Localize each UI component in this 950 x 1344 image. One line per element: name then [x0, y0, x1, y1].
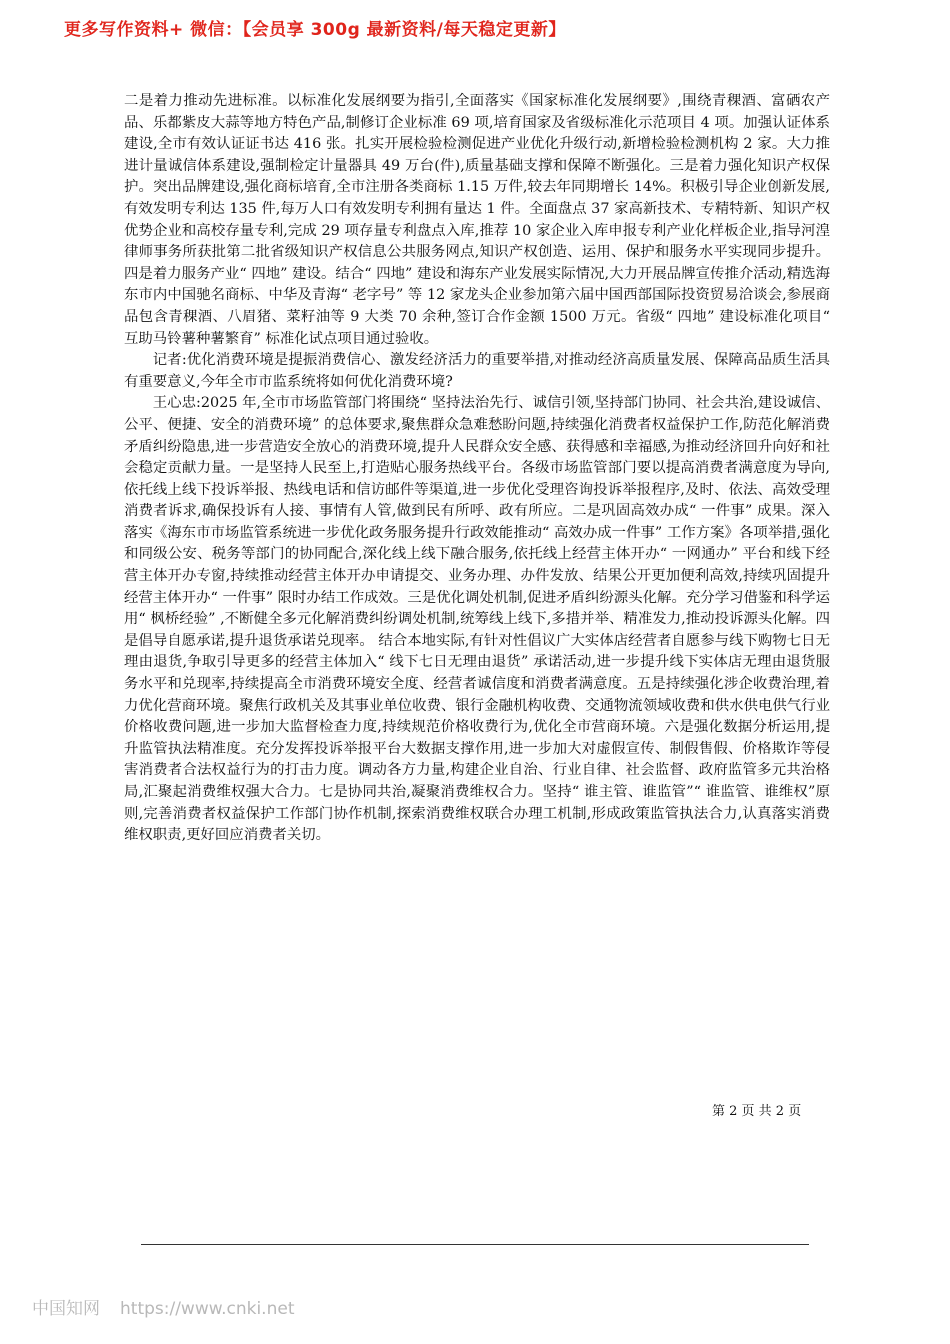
watermark-url: https://www.cnki.net — [120, 1299, 295, 1319]
paragraph-answer: 王心忠:2025 年,全市市场监管部门将围绕“ 坚持法治先行、诚信引领,坚持部门协同、社会共治,建设诚信、公平、便捷、安全的消费环境” 的总体要求,聚焦群众急难愁盼问题,持续强化消费者权益保护工作,防范化解消费矛盾纠纷隐患,进一步营造安全放心的消费环境,提升人民群众安全感、获得感和幸福感,为推动经济回升向好和社会稳定贡献力量。一是坚持人民至上,打造贴心服务热线平台。各级市场监管部门要以提高消费者满意度为导向,依托线上线下投诉举报、热线电话和信访邮件等渠道,进一步优化受理咨询投诉举报程序,及时、依法、高效受理消费者诉求,确保投诉有人接、事情有人管,做到民有所呼、政有所应。二是巩固高效办成“ 一件事” 成果。深入落实《海东市市场监管系统进一步优化政务服务提升行政效能推动“ 高效办成一件事” 工作方案》各项举措,强化和同级公安、税务等部门的协同配合,深化线上线下融合服务,依托线上经营主体开办“ 一网通办” 平台和线下经营主体开办专窗,持续推动经营主体开办申请提交、业务办理、办件发放、结果公开更加便利高效,持续巩固提升经营主体开办“ 一件事” 限时办结工作成效。三是优化调处机制,促进矛盾纠纷源头化解。充分学习借鉴和科学运用“ 枫桥经验” ,不断健全多元化解消费纠纷调处机制,统筹线上线下,多措并举、精准发力,推动投诉源头化解。四是倡导自愿承诺,提升退货承诺兑现率。 结合本地实际,有针对性倡议广大实体店经营者自愿参与线下购物七日无理由退货,争取引导更多的经营主体加入“ 线下七日无理由退货” 承诺活动,进一步提升线下实体店无理由退货服务水平和兑现率,持续提高全市消费环境安全度、经营者诚信度和消费者满意度。五是持续强化涉企收费治理,着力优化营商环境。聚焦行政机关及其事业单位收费、银行金融机构收费、交通物流领域收费和供水供电供气行业价格收费问题,进一步加大监督检查力度,持续规范价格收费行为,优化全市营商环境。六是强化数据分析运用,提升监管执法精准度。充分发挥投诉举报平台大数据支撑作用,进一步加大对虚假宣传、制假售假、价格欺诈等侵害消费者合法权益行为的打击力度。调动各方力量,构建企业自治、行业自律、社会监督、政府监管多元共治格局,汇聚起消费维权强大合力。七是协同共治,凝聚消费维权合力。坚持“ 谁主管、谁监管”“ 谁监管、谁维权”原则,完善消费者权益保护工作部门协作机制,探索消费维权联合办理工机制,形成政策监管执法合力,认真落实消费维权职责,更好回应消费者关切。 — [124, 395, 830, 844]
paragraph-standards: 二是着力推动先进标准。以标准化发展纲要为指引,全面落实《国家标准化发展纲要》,围绕青稞酒、富硒农产品、乐都紫皮大蒜等地方特色产品,制修订企业标准 69 项,培育国家及省级标准化示范项目 4 项。加强认证体系建设,全市有效认证证书达 416 张。扎实开展检验检测促进产业优化升级行动,新增检验检测机构 2 家。大力推进计量诚信体系建设,强制检定计量器具 49 万台(件),质量基础支撑和保障不断强化。三是着力强化知识产权保护。突出品牌建设,强化商标培育,全市注册各类商标 1.15 万件,较去年同期增长 14%。积极引导企业创新发展,有效发明专利达 135 件,每万人口有效发明专利拥有量达 1 件。全面盘点 37 家高新技术、专精特新、知识产权优势企业和高校存量专利,完成 29 项存量专利盘点入库,推荐 10 家企业入库申报专利产业化样板企业,指导河湟律师事务所获批第二批省级知识产权信息公共服务网点,知识产权创造、运用、保护和服务水平实现同步提升。四是着力服务产业“ 四地” 建设。结合“ 四地” 建设和海东产业发展实际情况,大力开展品牌宣传推介活动,精选海东市内中国驰名商标、中华及青海“ 老字号” 等 12 家龙头企业参加第六届中国西部国际投资贸易洽谈会,参展商品包含青稞酒、八眉猪、菜籽油等 9 大类 70 余种,签订合作金额 1500 万元。省级“ 四地” 建设标准化项目“ 互助马铃薯种薯繁育” 标准化试点项目通过验收。 — [124, 93, 830, 347]
cnki-watermark — [32, 1294, 294, 1319]
paragraph-reporter-question: 记者:优化消费环境是提振消费信心、激发经济活力的重要举措,对推动经济高质量发展、保障高品质生活具有重要意义,今年全市市监系统将如何优化消费环境? — [124, 352, 830, 390]
page-number: 第 2 页 共 2 页 — [712, 1104, 802, 1119]
watermark-brand: 中国知网 — [32, 1299, 100, 1319]
article-body — [124, 91, 830, 847]
promo-banner: 更多写作资料+ 微信：【会员享 300g 最新资料/每天稳定更新】 — [64, 20, 566, 40]
footer-divider — [141, 1244, 809, 1245]
